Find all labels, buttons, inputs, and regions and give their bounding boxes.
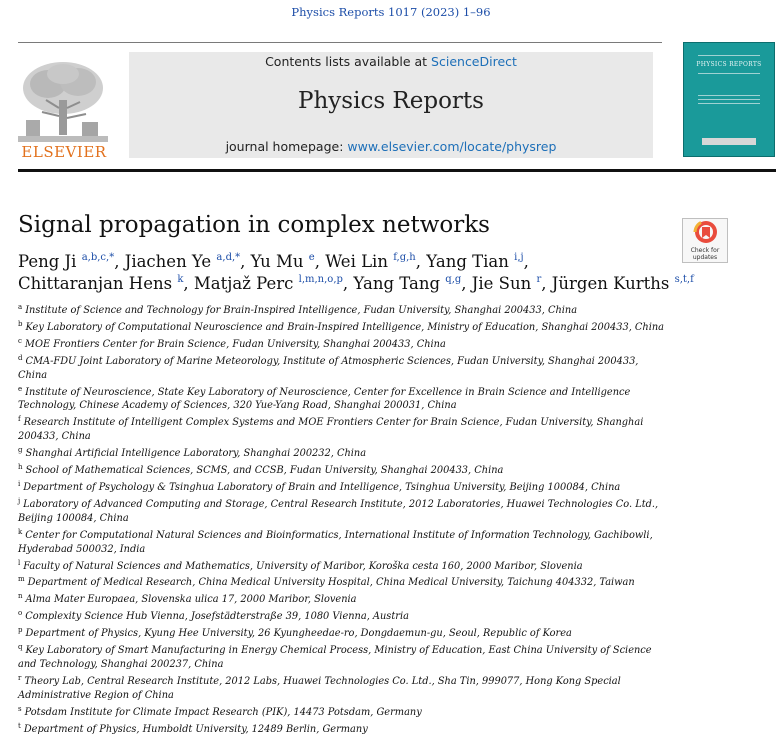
affiliation-text: Alma Mater Europaea, Slovenska ulica 17, 2000 Maribor, Slovenia xyxy=(25,594,357,606)
header-top-rule xyxy=(18,42,662,43)
journal-cover-thumbnail[interactable] xyxy=(683,42,775,157)
author-separator: , xyxy=(240,252,251,271)
sciencedirect-link[interactable]: ScienceDirect xyxy=(431,54,517,69)
affiliation-key: q xyxy=(18,643,23,652)
header-bottom-rule xyxy=(18,169,776,172)
affiliation-item xyxy=(18,318,668,335)
affiliation-item xyxy=(18,641,668,672)
author-separator: , xyxy=(342,274,354,293)
author-name[interactable]: Yang Tang xyxy=(353,274,441,293)
affiliation-item xyxy=(18,352,668,383)
affiliation-text: Complexity Science Hub Vienna, Josefstädterstraße 39, 1080 Vienna, Austria xyxy=(25,611,409,623)
cover-rule xyxy=(698,95,760,96)
journal-homepage-link[interactable]: www.elsevier.com/locate/physrep xyxy=(347,139,557,154)
journal-banner xyxy=(129,52,653,158)
bookmark-check-icon xyxy=(683,219,729,247)
affiliation-key: p xyxy=(18,626,23,635)
author-name[interactable]: Matjaž Perc xyxy=(193,274,294,293)
cover-rule xyxy=(698,99,760,100)
affiliation-key: n xyxy=(18,592,23,601)
affiliation-key: d xyxy=(18,353,23,362)
author-separator: , xyxy=(415,252,427,271)
affiliation-key: a xyxy=(18,303,23,311)
tree-icon xyxy=(18,60,108,145)
affiliation-key: j xyxy=(18,496,21,505)
affiliation-text: Faculty of Natural Sciences and Mathematics, University of Maribor, Koroška cesta 160, 2000 Maribor, Slovenia xyxy=(23,560,583,572)
cover-rule xyxy=(698,103,760,104)
author-affiliation-refs[interactable]: r xyxy=(536,274,542,285)
author-name[interactable]: Peng Ji xyxy=(18,252,77,271)
affiliation-key: m xyxy=(18,575,25,584)
affiliation-text: Department of Psychology & Tsinghua Laboratory of Brain and Intelligence, Tsinghua University, Beijing 100084, China xyxy=(23,481,621,493)
affiliation-text: Theory Lab, Central Research Institute, 2012 Labs, Huawei Technologies Co. Ltd., Sha Tin, 999077, Hong Kong Special Administrative Region of China xyxy=(18,675,621,701)
affiliation-key: r xyxy=(18,673,22,682)
affiliation-text: Institute of Neuroscience, State Key Laboratory of Neuroscience, Center for Excellence in Brain Science and Intelligence Technology, Chinese Academy of Sciences, 320 Yue-Yang Road, Shanghai 200031, China xyxy=(18,386,631,412)
affiliation-item xyxy=(18,573,668,590)
affiliation-item xyxy=(18,301,668,318)
affiliation-text: Key Laboratory of Computational Neuroscience and Brain-Inspired Intelligence, Ministry of Education, Shanghai 200433, China xyxy=(25,321,665,333)
contents-prefix: Contents lists available at xyxy=(265,54,432,69)
author-name[interactable]: Jiachen Ye xyxy=(124,252,212,271)
affiliation-item xyxy=(18,335,668,352)
affiliation-item xyxy=(18,461,668,478)
affiliation-text: Potsdam Institute for Climate Impact Research (PIK), 14473 Potsdam, Germany xyxy=(24,706,422,718)
affiliations-list xyxy=(18,301,668,736)
affiliation-item xyxy=(18,478,668,495)
affiliation-text: Research Institute of Intelligent Complex Systems and MOE Frontiers Center for Brain Science, Fudan University, Shanghai 200433, China xyxy=(18,417,644,443)
affiliation-text: Shanghai Artificial Intelligence Laboratory, Shanghai 200232, China xyxy=(25,448,367,460)
affiliation-key: c xyxy=(18,336,22,345)
author-affiliation-refs[interactable]: e xyxy=(308,252,315,263)
author-list-line-1 xyxy=(18,252,738,271)
affiliation-item xyxy=(18,672,668,703)
author-list-line-2 xyxy=(18,274,738,293)
affiliation-item xyxy=(18,413,668,444)
affiliation-text: School of Mathematical Sciences, SCMS, and CCSB, Fudan University, Shanghai 200433, China xyxy=(25,465,504,477)
cover-title: PHYSICS REPORTS xyxy=(696,61,762,68)
affiliation-text: Key Laboratory of Smart Manufacturing in Energy Chemical Process, Ministry of Education, East China University of Science and Technology, Shanghai 200237, China xyxy=(18,645,652,670)
affiliation-text: Department of Medical Research, China Medical University Hospital, China Medical University, Taichung 404332, Taiwan xyxy=(27,577,635,589)
affiliation-key: g xyxy=(18,446,23,455)
journal-homepage-line xyxy=(129,139,653,154)
affiliation-item xyxy=(18,526,668,557)
author-separator: , xyxy=(114,252,125,271)
author-affiliation-refs[interactable]: f,g,h xyxy=(393,252,416,263)
affiliation-item xyxy=(18,557,668,574)
affiliation-key: f xyxy=(18,415,21,424)
affiliation-item xyxy=(18,720,668,736)
affiliation-key: s xyxy=(18,704,22,713)
cover-label-box xyxy=(702,138,756,145)
affiliation-item xyxy=(18,444,668,461)
affiliation-item xyxy=(18,383,668,414)
author-separator: , xyxy=(541,274,552,293)
journal-citation[interactable]: Physics Reports 1017 (2023) 1–96 xyxy=(291,5,491,19)
author-name[interactable]: Yang Tian xyxy=(426,252,509,271)
author-affiliation-refs[interactable]: a,b,c, xyxy=(81,252,110,263)
contents-lists-line xyxy=(129,54,653,69)
check-updates-line2: updates xyxy=(692,254,718,261)
affiliation-text: Center for Computational Natural Sciences and Bioinformatics, International Institute of Information Technology, Gachibowli, Hyderabad 500032, India xyxy=(18,529,653,555)
affiliation-key: l xyxy=(18,558,21,567)
affiliation-key: h xyxy=(18,463,23,472)
author-separator: , xyxy=(523,252,529,271)
cover-rule xyxy=(698,73,760,74)
author-separator: , xyxy=(183,274,194,293)
affiliation-text: MOE Frontiers Center for Brain Science, Fudan University, Shanghai 200433, China xyxy=(24,338,446,350)
affiliation-key: o xyxy=(18,609,23,618)
affiliation-key: k xyxy=(18,527,23,536)
author-name[interactable]: Jürgen Kurths xyxy=(551,274,670,293)
article-title: Signal propagation in complex networks xyxy=(18,212,490,238)
affiliation-key: b xyxy=(18,319,23,328)
affiliation-text: Institute of Science and Technology for Brain-Inspired Intelligence, Fudan University, Shanghai 200433, China xyxy=(25,305,578,316)
affiliation-text: Laboratory of Advanced Computing and Storage, Central Research Institute, 2012 Laboratories, Huawei Technologies Co. Ltd., Beijing 100084, China xyxy=(18,498,659,524)
affiliation-key: i xyxy=(18,479,21,488)
affiliation-key: t xyxy=(18,721,21,730)
affiliation-key: e xyxy=(18,384,23,393)
journal-title: Physics Reports xyxy=(298,88,484,114)
author-name[interactable]: Yu Mu xyxy=(250,252,304,271)
author-name[interactable]: Jie Sun xyxy=(471,274,532,293)
affiliation-text: CMA-FDU Joint Laboratory of Marine Meteorology, Institute of Atmospheric Sciences, Fudan University, Shanghai 200433, China xyxy=(18,355,639,381)
author-affiliation-refs[interactable]: i,j xyxy=(514,252,524,263)
check-updates-line1: Check for xyxy=(690,247,720,254)
affiliation-item xyxy=(18,607,668,624)
affiliation-item xyxy=(18,590,668,607)
cover-rule xyxy=(698,55,760,56)
affiliation-item xyxy=(18,703,668,720)
corresponding-author-mark[interactable]: * xyxy=(109,252,115,263)
author-affiliation-refs[interactable]: k xyxy=(177,274,184,285)
author-affiliation-refs[interactable]: l,m,n,o,p xyxy=(298,274,343,285)
affiliation-item xyxy=(18,624,668,641)
author-separator: , xyxy=(461,274,472,293)
homepage-prefix: journal homepage: xyxy=(225,139,348,154)
elsevier-wordmark: ELSEVIER xyxy=(21,143,107,161)
author-affiliation-refs[interactable]: q,g xyxy=(445,274,462,285)
author-affiliation-refs[interactable]: a,d, xyxy=(216,252,236,263)
corresponding-author-mark[interactable]: * xyxy=(235,252,241,263)
author-affiliation-refs[interactable]: s,t,f xyxy=(674,274,694,285)
author-name[interactable]: Chittaranjan Hens xyxy=(18,274,173,293)
author-name[interactable]: Wei Lin xyxy=(325,252,388,271)
affiliation-text: Department of Physics, Kyung Hee University, 26 Kyungheedae-ro, Dongdaemun-gu, Seoul, Republic of Korea xyxy=(25,628,572,640)
affiliation-text: Department of Physics, Humboldt University, 12489 Berlin, Germany xyxy=(23,723,368,735)
affiliation-item xyxy=(18,495,668,526)
author-separator: , xyxy=(314,252,326,271)
